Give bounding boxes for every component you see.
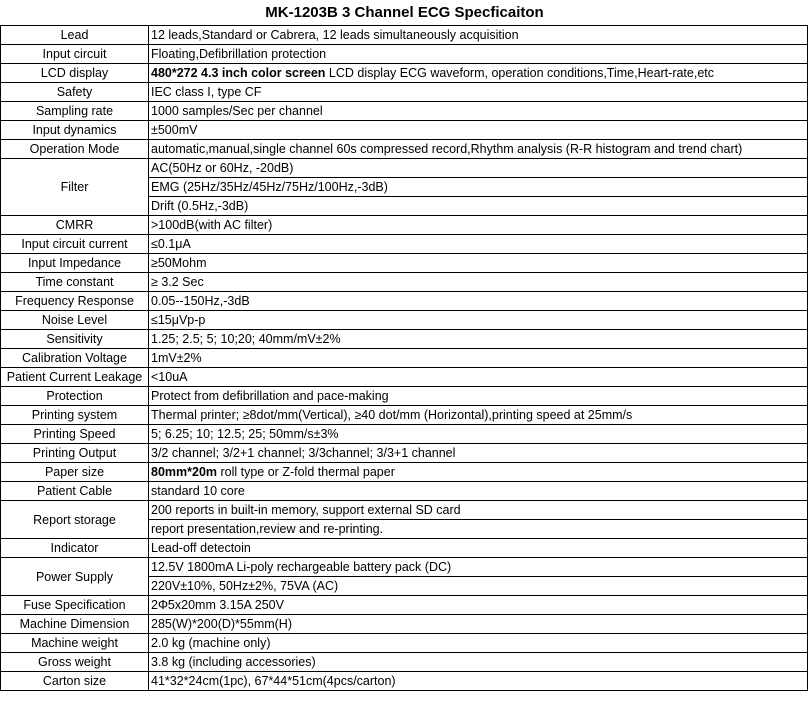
- spec-label: Noise Level: [1, 311, 149, 330]
- spec-value: Lead-off detectoin: [149, 539, 808, 558]
- spec-value: ≤0.1μA: [149, 235, 808, 254]
- spec-row: [1, 64, 808, 83]
- spec-label: Calibration Voltage: [1, 349, 149, 368]
- spec-value: ≥50Mohm: [149, 254, 808, 273]
- spec-row: [1, 45, 808, 64]
- spec-value: Thermal printer; ≥8dot/mm(Vertical), ≥40 dot/mm (Horizontal),printing speed at 25mm/s: [149, 406, 808, 425]
- spec-value: ≤15μVp-p: [149, 311, 808, 330]
- spec-value: Floating,Defibrillation protection: [149, 45, 808, 64]
- spec-label: Report storage: [1, 501, 149, 539]
- spec-value: 2Φ5x20mm 3.15A 250V: [149, 596, 808, 615]
- spec-value: automatic,manual,single channel 60s compressed record,Rhythm analysis (R-R histogram and trend chart): [149, 140, 808, 159]
- spec-value-emphasis: 480*272 4.3 inch color screen: [151, 66, 326, 80]
- spec-table: [0, 25, 808, 691]
- spec-row: [1, 501, 808, 520]
- spec-label: Lead: [1, 26, 149, 45]
- spec-value: IEC class I, type CF: [149, 83, 808, 102]
- spec-value: AC(50Hz or 60Hz, -20dB): [149, 159, 808, 178]
- spec-value-text: LCD display ECG waveform, operation conditions,Time,Heart-rate,etc: [325, 66, 715, 80]
- spec-value: 0.05--150Hz,-3dB: [149, 292, 808, 311]
- spec-label: Safety: [1, 83, 149, 102]
- spec-value: report presentation,review and re-printing.: [149, 520, 808, 539]
- spec-row: [1, 406, 808, 425]
- spec-label: Time constant: [1, 273, 149, 292]
- spec-label: Input Impedance: [1, 254, 149, 273]
- spec-value: 1.25; 2.5; 5; 10;20; 40mm/mV±2%: [149, 330, 808, 349]
- spec-value: 12 leads,Standard or Cabrera, 12 leads simultaneously acquisition: [149, 26, 808, 45]
- spec-label: Printing system: [1, 406, 149, 425]
- spec-row: [1, 159, 808, 178]
- spec-label: Machine weight: [1, 634, 149, 653]
- spec-label: Power Supply: [1, 558, 149, 596]
- spec-label: Operation Mode: [1, 140, 149, 159]
- spec-label: CMRR: [1, 216, 149, 235]
- spec-value: EMG (25Hz/35Hz/45Hz/75Hz/100Hz,-3dB): [149, 178, 808, 197]
- spec-row: [1, 216, 808, 235]
- spec-label: Filter: [1, 159, 149, 216]
- spec-row: [1, 653, 808, 672]
- spec-row: [1, 482, 808, 501]
- spec-label: Carton size: [1, 672, 149, 691]
- spec-value: 1000 samples/Sec per channel: [149, 102, 808, 121]
- spec-row: [1, 26, 808, 45]
- spec-label: Frequency Response: [1, 292, 149, 311]
- spec-label: Paper size: [1, 463, 149, 482]
- spec-value: 3/2 channel; 3/2+1 channel; 3/3channel; 3/3+1 channel: [149, 444, 808, 463]
- spec-row: [1, 349, 808, 368]
- spec-value: 2.0 kg (machine only): [149, 634, 808, 653]
- spec-value-emphasis: 80mm*20m: [151, 465, 218, 479]
- spec-row: [1, 463, 808, 482]
- spec-row: [1, 558, 808, 577]
- spec-value: ≥ 3.2 Sec: [149, 273, 808, 292]
- spec-label: Patient Cable: [1, 482, 149, 501]
- spec-row: [1, 425, 808, 444]
- spec-value: standard 10 core: [149, 482, 808, 501]
- spec-label: Sensitivity: [1, 330, 149, 349]
- spec-value: ±500mV: [149, 121, 808, 140]
- spec-row: [1, 121, 808, 140]
- document-title: MK-1203B 3 Channel ECG Specficaiton: [265, 4, 544, 21]
- spec-label: Gross weight: [1, 653, 149, 672]
- spec-label: Fuse Specification: [1, 596, 149, 615]
- spec-value-text: roll type or Z-fold thermal paper: [217, 465, 395, 479]
- spec-label: Input circuit: [1, 45, 149, 64]
- spec-label: Input circuit current: [1, 235, 149, 254]
- spec-row: [1, 672, 808, 691]
- spec-value: 5; 6.25; 10; 12.5; 25; 50mm/s±3%: [149, 425, 808, 444]
- spec-value: 200 reports in built-in memory, support external SD card: [149, 501, 808, 520]
- spec-row: [1, 292, 808, 311]
- spec-value: [149, 64, 808, 83]
- spec-row: [1, 615, 808, 634]
- spec-value: >100dB(with AC filter): [149, 216, 808, 235]
- spec-row: [1, 368, 808, 387]
- spec-value: Protect from defibrillation and pace-making: [149, 387, 808, 406]
- spec-label: Patient Current Leakage: [1, 368, 149, 387]
- spec-row: [1, 539, 808, 558]
- spec-row: [1, 273, 808, 292]
- spec-value: 285(W)*200(D)*55mm(H): [149, 615, 808, 634]
- spec-value: 1mV±2%: [149, 349, 808, 368]
- spec-row: [1, 311, 808, 330]
- spec-value: <10uA: [149, 368, 808, 387]
- spec-value: Drift (0.5Hz,-3dB): [149, 197, 808, 216]
- spec-label: Input dynamics: [1, 121, 149, 140]
- spec-value: 12.5V 1800mA Li-poly rechargeable battery pack (DC): [149, 558, 808, 577]
- spec-label: Printing Speed: [1, 425, 149, 444]
- spec-value: 220V±10%, 50Hz±2%, 75VA (AC): [149, 577, 808, 596]
- spec-label: Machine Dimension: [1, 615, 149, 634]
- spec-table-body: [1, 26, 808, 691]
- spec-label: LCD display: [1, 64, 149, 83]
- spec-row: [1, 83, 808, 102]
- spec-label: Indicator: [1, 539, 149, 558]
- spec-row: [1, 387, 808, 406]
- spec-value: 41*32*24cm(1pc), 67*44*51cm(4pcs/carton): [149, 672, 808, 691]
- spec-value: [149, 463, 808, 482]
- spec-row: [1, 596, 808, 615]
- spec-row: [1, 254, 808, 273]
- spec-value: 3.8 kg (including accessories): [149, 653, 808, 672]
- spec-row: [1, 235, 808, 254]
- spec-row: [1, 634, 808, 653]
- spec-row: [1, 330, 808, 349]
- spec-label: Sampling rate: [1, 102, 149, 121]
- spec-row: [1, 102, 808, 121]
- spec-label: Protection: [1, 387, 149, 406]
- spec-label: Printing Output: [1, 444, 149, 463]
- spec-row: [1, 140, 808, 159]
- spec-row: [1, 444, 808, 463]
